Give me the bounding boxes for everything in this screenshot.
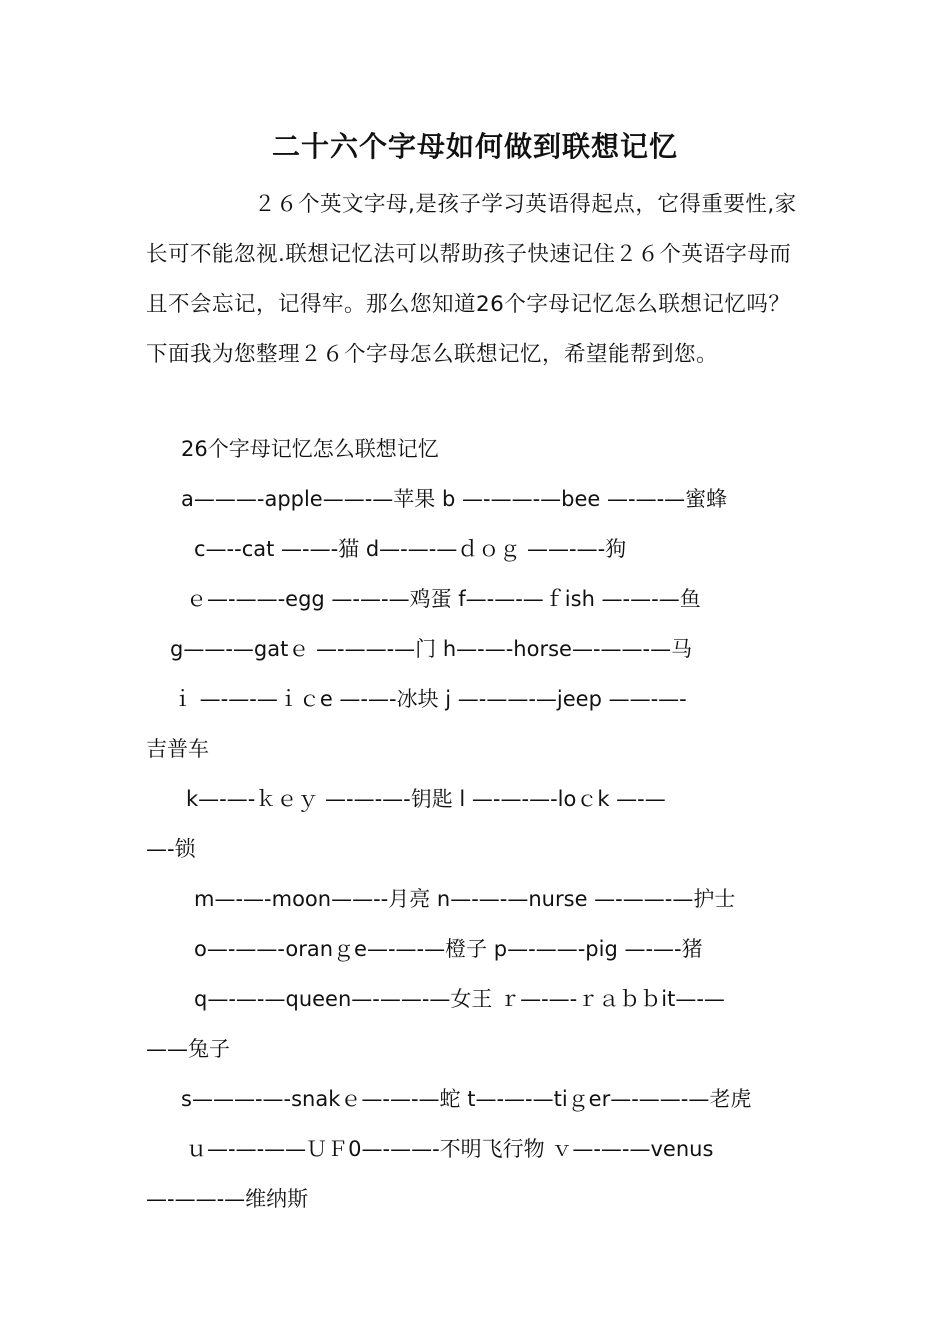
letter-line-v-continued: —-——-—维纳斯 — [146, 1187, 309, 1211]
letter-line-i-j: ｉ —-—-—ｉｃe —-—-冰块 j —-——-—jeep ——-—- — [172, 687, 687, 711]
letter-line-c-d: c—--cat —-—-猫 d—-—-—ｄｏｇ ——-—-狗 — [194, 537, 627, 561]
letter-line-l-continued: —-锁 — [146, 837, 196, 861]
letter-line-u-v: ｕ—-—-——ＵＦ0—-——-不明飞行物 ｖ—-—-—venus — [186, 1137, 714, 1161]
letter-line-o-p: o—-——-oranｇe—-—-—橙子 p—-——-pig —-—-猪 — [194, 937, 703, 961]
letter-line-g-h: g——-—gatｅ —-——-—门 h—-—-horse—-——-—马 — [170, 637, 693, 661]
letter-line-j-continued: 吉普车 — [146, 737, 209, 761]
letter-line-k-l: k—-—-ｋｅｙ —-—-—-钥匙 l —-—-—-loｃk —-— — [186, 787, 666, 811]
intro-paragraph: ２６个英文字母,是孩子学习英语得起点，它得重要性,家长可不能忽视.联想记忆法可以帮助孩子快速记住２６个英语字母而且不会忘记，记得牢。那么您知道26个字母记忆怎么联想记忆吗？下面我为您整理２６个字母怎么联想记忆，希望能帮到您。 — [146, 192, 797, 367]
subheading: 26个字母记忆怎么联想记忆 — [181, 437, 439, 461]
letter-line-e-f: ｅ—-——-egg —-—-—鸡蛋 f—-—-—ｆish —-—-—鱼 — [186, 587, 701, 611]
document-title: 二十六个字母如何做到联想记忆 — [271, 130, 678, 163]
letter-line-q-r: q—-—-—queen—-——-—女王 ｒ—-—-ｒａｂｂit—-— — [194, 987, 725, 1011]
letter-line-a-b: a———-apple——-—苹果 b —-——-—bee —-—-—蜜蜂 — [181, 487, 728, 511]
letter-line-s-t: s———-—-snakｅ—-—-—蛇 t—-—-—tiｇer—-——-—老虎 — [181, 1087, 752, 1111]
letter-line-r-continued: ——兔子 — [146, 1037, 230, 1061]
letter-line-m-n: m—-—-moon——--月亮 n—-—-—nurse —-——-—护士 — [194, 887, 736, 911]
